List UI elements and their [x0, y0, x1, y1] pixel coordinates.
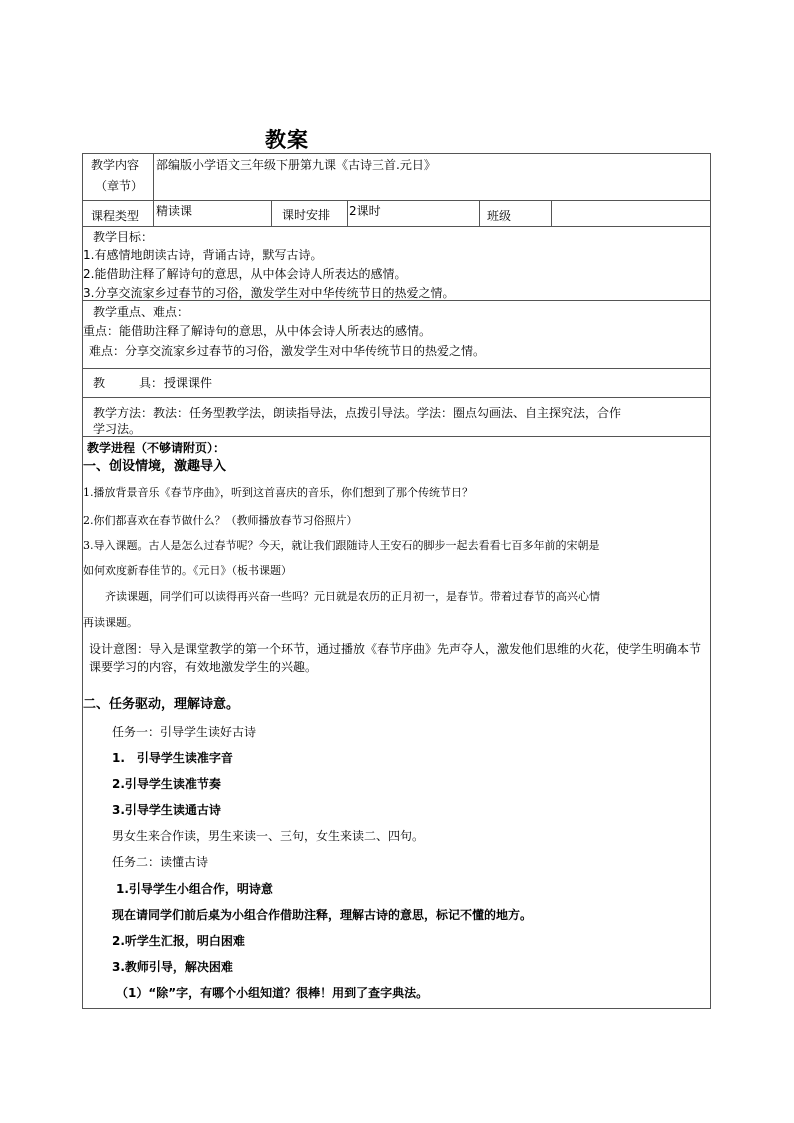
task-detail: （1）“除”字，有哪个小组知道？很棒！用到了查字典法。 — [116, 986, 429, 1000]
task-note: 现在请同学们前后桌为小组合作借助注释，理解古诗的意思，标记不懂的地方。 — [112, 908, 533, 922]
process-heading: 教学进程（不够请附页）： — [87, 441, 226, 455]
task-step: 3.教师引导，解决困难 — [112, 960, 233, 974]
key-points-heading: 教学重点、难点： — [93, 305, 190, 319]
task-step: 2.听学生汇报，明白困难 — [112, 934, 245, 948]
task-step: 1.引导学生小组合作，明诗意 — [116, 882, 273, 896]
task-title: 任务一：引导学生读好古诗 — [112, 725, 257, 739]
task-step: 3.引导学生读通古诗 — [112, 803, 221, 817]
tools-label-suffix: 具： — [139, 376, 164, 390]
col-divider — [153, 154, 154, 226]
tools-value: 授课课件 — [164, 376, 213, 390]
process-line: 如何欢度新春佳节的。《元日》（板书课题） — [83, 564, 292, 577]
design-intent: 设计意图：导入是课堂教学的第一个环节，通过播放《春节序曲》先声夺人，激发他们思维的火花，使学生明确本节课要学习的内容，有效地激发学生的兴趣。 — [89, 642, 702, 674]
course-type-value: 精读课 — [156, 204, 193, 218]
process-line: 1.播放背景音乐《春节序曲》，听到这首喜庆的音乐，你们想到了那个传统节日？ — [83, 486, 473, 499]
chapter-label: （章节） — [95, 179, 144, 193]
row-divider — [83, 397, 710, 398]
col-divider — [271, 200, 272, 226]
process-line: 齐读课题，同学们可以读得再兴奋一些吗？元日就是农历的正月初一，是春节。带着过春节的高兴心情 — [105, 590, 600, 603]
hours-value: 2课时 — [349, 204, 381, 218]
methods-line: 教学方法：教法：任务型教学法，朗读指导法，点拨引导法。学法：圈点勾画法、自主探究法，合作 — [93, 406, 622, 420]
document-title: 教案 — [265, 128, 309, 152]
section-title: 二、任务驱动，理解诗意。 — [83, 697, 240, 712]
col-divider — [347, 200, 348, 226]
row-divider — [83, 368, 710, 369]
task-step: 1. 引导学生读准字音 — [112, 751, 233, 765]
task-step: 2.引导学生读准节奏 — [112, 777, 221, 791]
row-divider — [83, 436, 710, 437]
difficult-point: 难点：分享交流家乡过春节的习俗，激发学生对中华传统节日的热爱之情。 — [89, 344, 486, 358]
lesson-plan-table — [82, 153, 711, 1009]
task-note: 男女生来合作读，男生来读一、三句，女生来读二、四句。 — [112, 829, 425, 843]
methods-line: 学习法。 — [93, 422, 142, 436]
content-label: 教学内容 — [91, 158, 140, 172]
process-line: 2.你们都喜欢在春节做什么？（教师播放春节习俗照片） — [83, 514, 358, 527]
tools-label: 教 — [93, 376, 106, 390]
process-line: 3.导入课题。古人是怎么过春节呢？今天，就让我们跟随诗人王安石的脚步一起去看看七百多年前的宋朝是 — [83, 539, 600, 552]
col-divider — [551, 200, 552, 226]
goals-heading: 教学目标： — [93, 230, 154, 244]
hours-label: 课时安排 — [282, 208, 331, 222]
task-title: 任务二：读懂古诗 — [112, 855, 209, 869]
goal-item: 3.分享交流家乡过春节的习俗，激发学生对中华传统节日的热爱之情。 — [83, 286, 455, 300]
row-divider — [83, 226, 710, 227]
section-title: 一、创设情境，激趣导入 — [83, 459, 227, 474]
goal-item: 1.有感情地朗读古诗，背诵古诗，默写古诗。 — [83, 248, 323, 262]
col-divider — [479, 200, 480, 226]
goal-item: 2.能借助注释了解诗句的意思，从中体会诗人所表达的感情。 — [83, 267, 407, 281]
course-type-label: 课程类型 — [91, 209, 140, 223]
key-point: 重点：能借助注释了解诗句的意思，从中体会诗人所表达的感情。 — [83, 324, 432, 338]
content-value: 部编版小学语文三年级下册第九课《古诗三首.元日》 — [156, 158, 436, 172]
row-divider — [83, 200, 710, 201]
process-line: 再读课题。 — [83, 616, 138, 629]
class-label: 班级 — [487, 209, 512, 223]
